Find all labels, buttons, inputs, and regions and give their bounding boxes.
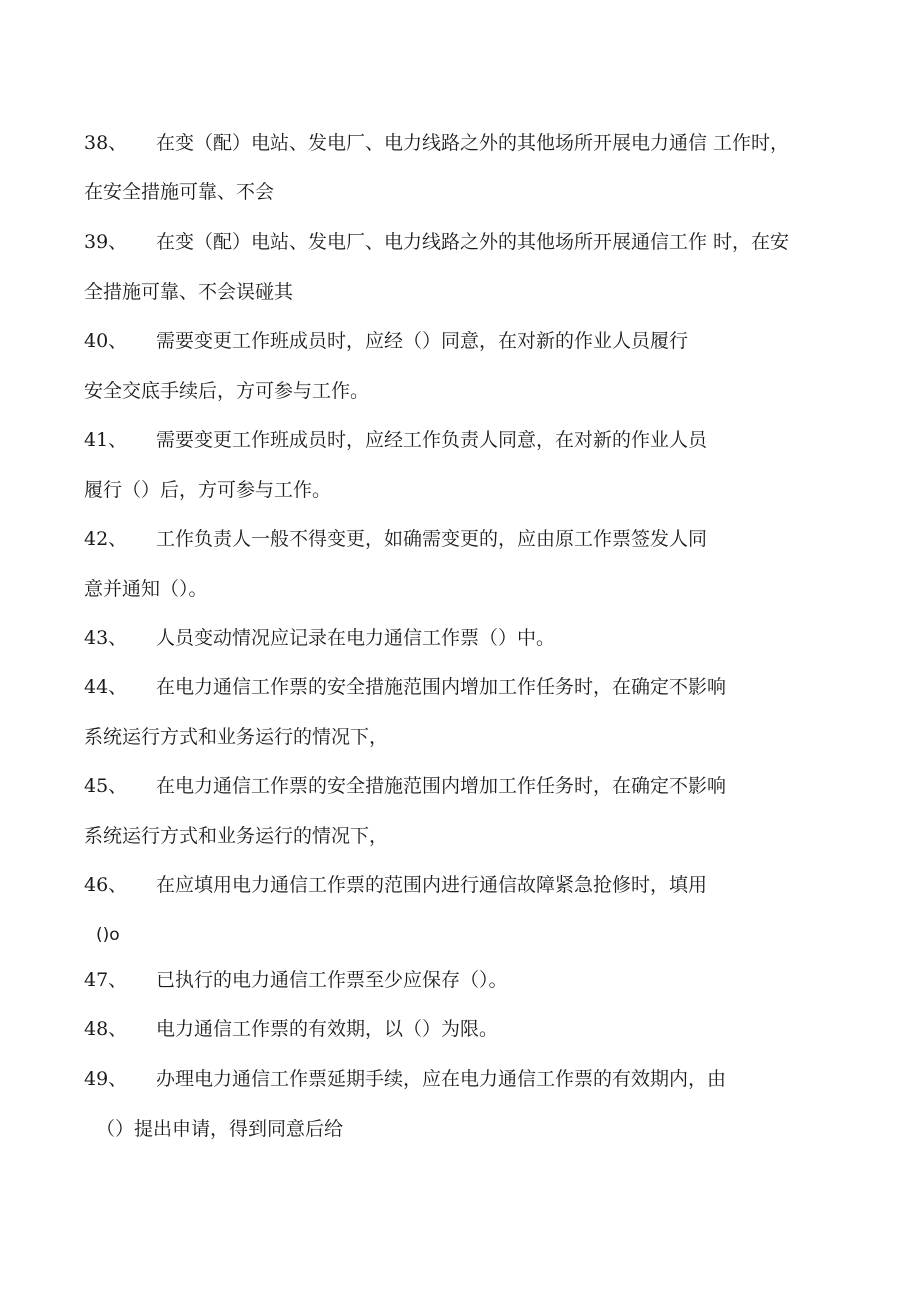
question-text: 需要变更工作班成员时，应经（）同意，在对新的作业人员履行 <box>156 330 689 352</box>
question-text: 已执行的电力通信工作票至少应保存（）。 <box>156 969 508 991</box>
question-number: 42、 <box>84 528 128 550</box>
question-number: 41、 <box>84 429 128 451</box>
question-text: 办理电力通信工作票延期手续，应在电力通信工作票的有效期内，由 <box>156 1068 727 1090</box>
question-number: 44、 <box>84 676 128 698</box>
question-text-continued: ()o <box>96 925 120 945</box>
question-text-continued: 安全交底手续后，方可参与工作。 <box>84 380 370 402</box>
question-text: 电力通信工作票的有效期，以（）为限。 <box>156 1018 499 1040</box>
question-number: 39、 <box>84 231 128 253</box>
question-text-continued: 全措施可靠、不会误碰其 <box>84 281 294 303</box>
question-number: 46、 <box>84 874 128 896</box>
question-text: 人员变动情况应记录在电力通信工作票（）中。 <box>156 627 556 649</box>
question-text: 工作负责人一般不得变更，如确需变更的，应由原工作票签发人同 <box>156 528 708 550</box>
question-text: 需要变更工作班成员时，应经工作负责人同意，在对新的作业人员 <box>156 429 708 451</box>
question-text-continued: 系统运行方式和业务运行的情况下， <box>84 726 389 748</box>
question-number: 48、 <box>84 1018 128 1040</box>
question-number: 40、 <box>84 330 128 352</box>
question-text: 在应填用电力通信工作票的范围内进行通信故障紧急抢修时，填用 <box>156 874 708 896</box>
question-text-continued: 系统运行方式和业务运行的情况下， <box>84 825 389 847</box>
question-text-continued: 意并通知（）。 <box>84 578 208 600</box>
question-number: 47、 <box>84 969 128 991</box>
question-text-continued: 履行（）后，方可参与工作。 <box>84 479 332 501</box>
question-text: 在电力通信工作票的安全措施范围内增加工作任务时，在确定不影响 <box>156 676 727 698</box>
question-text-continued: 在安全措施可靠、不会 <box>84 181 275 203</box>
question-number: 45、 <box>84 775 128 797</box>
question-number: 43、 <box>84 627 128 649</box>
question-text-continued: （）提出申请，得到同意后给 <box>96 1118 344 1140</box>
question-number: 49、 <box>84 1068 128 1090</box>
question-number: 38、 <box>84 132 128 154</box>
question-text: 在变（配）电站、发电厂、电力线路之外的其他场所开展通信工作 时，在安 <box>156 231 790 253</box>
question-text: 在电力通信工作票的安全措施范围内增加工作任务时，在确定不影响 <box>156 775 727 797</box>
question-text: 在变（配）电站、发电厂、电力线路之外的其他场所开展电力通信 工作时， <box>156 132 790 154</box>
